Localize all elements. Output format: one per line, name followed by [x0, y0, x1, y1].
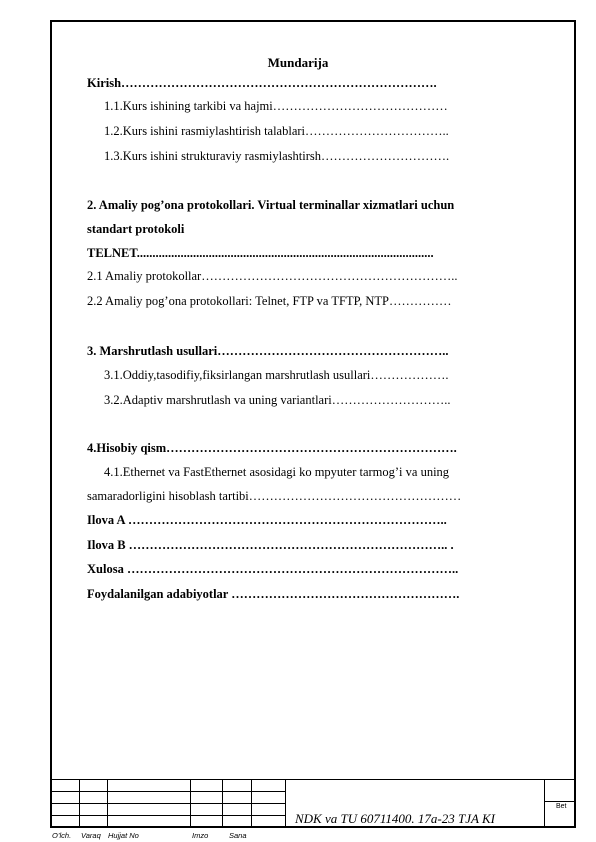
document-code: NDK va TU 60711400. 17a-23 TJA KI	[295, 811, 495, 826]
stamp-divider	[285, 779, 286, 828]
toc-line-kirish: Kirish………………………………………………………………….	[87, 76, 437, 90]
col-label-hujjat: Hujjat No	[108, 831, 139, 840]
toc-line-section-3: 3. Marshrutlash usullari………………………………………………..	[87, 344, 449, 358]
toc-title: Mundarija	[267, 55, 329, 70]
sheet-label: Bet	[556, 803, 567, 810]
toc-line-2-2: 2.2 Amaliy pog’ona protokollari: Telnet, FTP va TFTP, NTP……………	[87, 294, 452, 308]
toc-line-1-1: 1.1.Kurs ishining tarkibi va hajmi……………………………………	[104, 99, 448, 113]
stamp-rule	[544, 801, 576, 802]
stamp-rule	[50, 815, 285, 816]
toc-line-section-2: 2. Amaliy pog’ona protokollari. Virtual terminallar xizmatlari uchun	[87, 198, 455, 212]
col-label-olch: O’lch.	[52, 831, 72, 840]
stamp-divider	[222, 779, 223, 828]
col-label-varaq: Varaq	[81, 831, 101, 840]
toc-line-telnet: TELNET...............................................................................................	[87, 246, 434, 260]
toc-line-ilova-a: Ilova A …………………………………………………………………..	[87, 513, 447, 527]
toc-line-section-2-cont: standart protokoli	[87, 222, 185, 236]
toc-line-3-2: 3.2.Adaptiv marshrutlash va uning variantlari………………………..	[104, 393, 451, 407]
toc-line-ilova-b: Ilova B ………………………………………………………………….. .	[87, 538, 454, 552]
col-label-sana: Sana	[229, 831, 247, 840]
stamp-divider	[107, 779, 108, 828]
toc-line-4-1-cont: samaradorligini hisoblash tartibi……………………………………………	[87, 489, 462, 503]
stamp-divider	[251, 779, 252, 828]
stamp-rule	[50, 803, 285, 804]
stamp-divider	[544, 779, 545, 828]
toc-line-1-3: 1.3.Kurs ishini strukturaviy rasmiylashtirsh………………………….	[104, 149, 450, 163]
stamp-divider	[190, 779, 191, 828]
stamp-divider	[79, 779, 80, 828]
toc-line-2-1: 2.1 Amaliy protokollar……………………………………………………..	[87, 269, 458, 283]
toc-line-adabiyotlar: Foydalanilgan adabiyotlar ……………………………………………….	[87, 587, 460, 601]
stamp-rule	[50, 791, 285, 792]
stamp-rule	[50, 779, 576, 780]
toc-line-xulosa: Xulosa ……………………………………………………………………..	[87, 562, 459, 576]
toc-line-3-1: 3.1.Oddiy,tasodifiy,fiksirlangan marshrutlash usullari……………….	[104, 368, 449, 382]
col-label-imzo: Imzo	[192, 831, 209, 840]
toc-line-4-1: 4.1.Ethernet va FastEthernet asosidagi ko mpyuter tarmog’i va uning	[104, 465, 450, 479]
page-frame	[50, 20, 576, 828]
toc-line-section-4: 4.Hisobiy qism…………………………………………………………….	[87, 441, 457, 455]
toc-line-1-2: 1.2.Kurs ishini rasmiylashtirish talablari……………………………..	[104, 124, 449, 138]
